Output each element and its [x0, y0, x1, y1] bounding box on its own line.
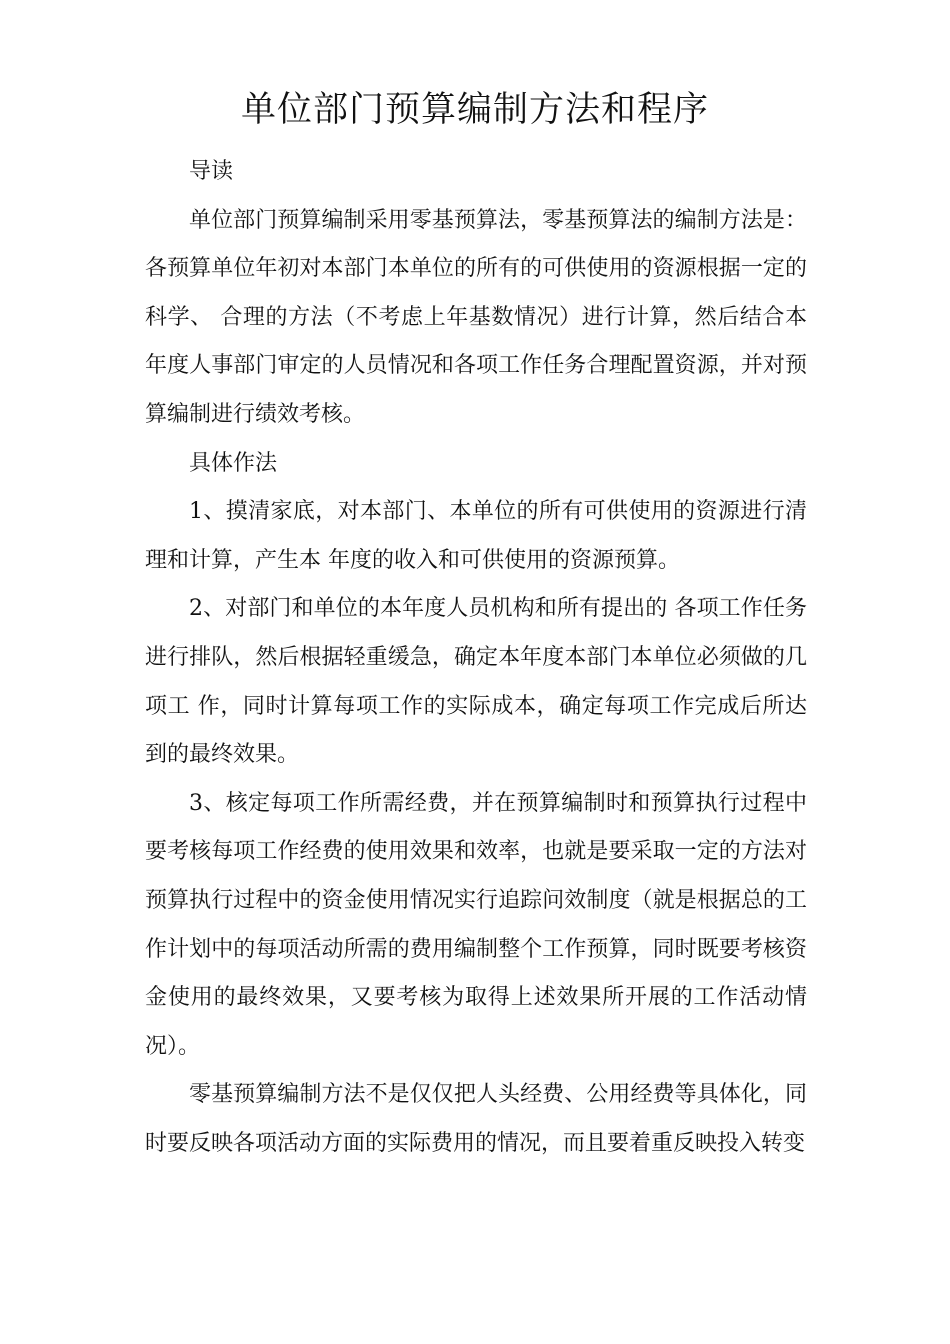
paragraph-intro: 单位部门预算编制采用零基预算法，零基预算法的编制方法是：各预算单位年初对本部门本单位的所有的可供使用的资源根据一定的科学、 合理的方法（不考虑上年基数情况）进行计算，然后结合本年度人事部门审定的人员情况和各项工作任务合理配置资源，并对预算编制进行绩效考核。	[145, 207, 807, 427]
section-heading-method: 具体作法	[189, 450, 278, 476]
paragraph-step-3: 3、核定每项工作所需经费，并在预算编制时和预算执行过程中要考核每项工作经费的使用效果和效率，也就是要采取一定的方法对预算执行过程中的资金使用情况实行追踪问效制度（就是根据总的工作计划中的每项活动所需的费用编制整个工作预算，同时既要考核资金使用的最终效果，又要考核为取得上述效果所开展的工作活动情况）。	[145, 790, 807, 1059]
section-heading-intro: 导读	[189, 159, 234, 184]
page-title: 单位部门预算编制方法和程序	[240, 90, 709, 130]
paragraph-step-2: 2、对部门和单位的本年度人员机构和所有提出的 各项工作任务进行排队，然后根据轻重缓急，确定本年度本部门本单位必须做的几项工 作，同时计算每项工作的实际成本，确定每项工作完成后所达到的最终效果。	[145, 596, 807, 768]
document-body	[145, 148, 807, 1168]
paragraph-summary: 零基预算编制方法不是仅仅把人头经费、公用经费等具体化，同时要反映各项活动方面的实际费用的情况，而且要着重反映投入转变	[145, 1082, 807, 1156]
paragraph-step-1: 1、摸清家底，对本部门、本单位的所有可供使用的资源进行清理和计算，产生本 年度的收入和可供使用的资源预算。	[145, 499, 807, 573]
